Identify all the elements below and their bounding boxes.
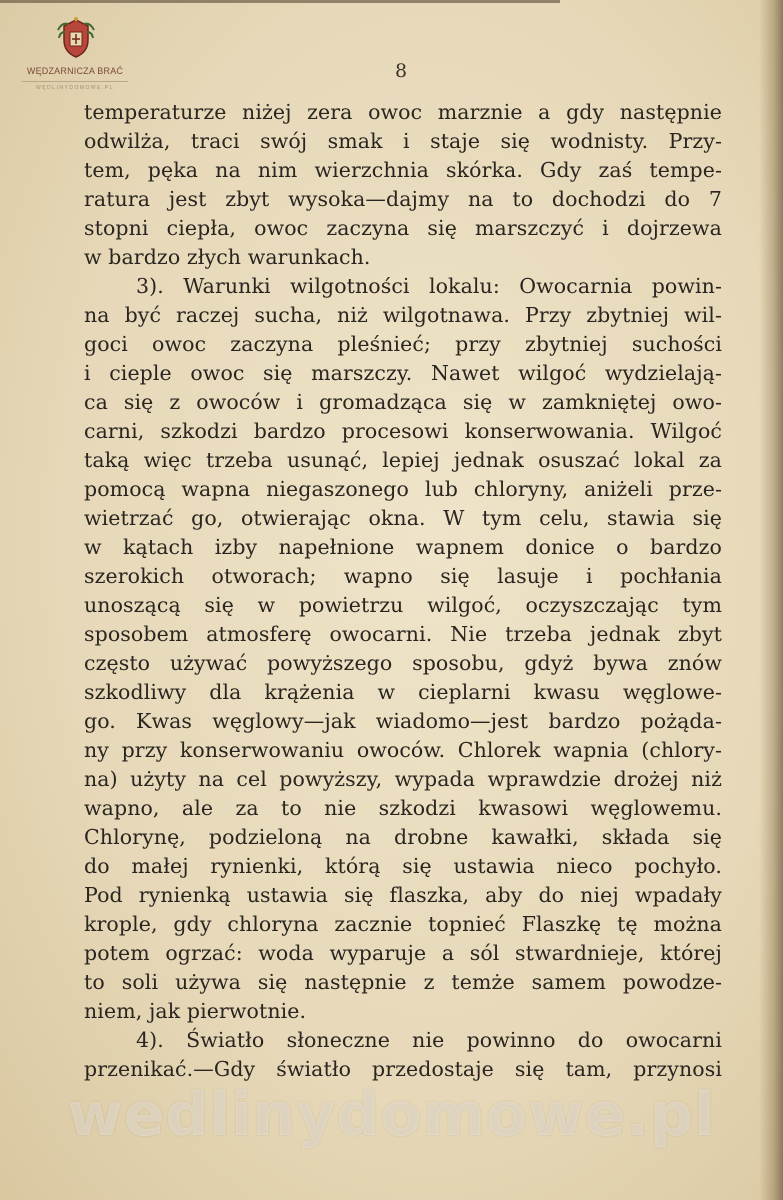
coat-of-arms-icon bbox=[56, 16, 96, 60]
body-text bbox=[84, 98, 722, 1084]
text-line: taką więc trzeba usunąć, lepiej jednak osuszać lokal za bbox=[84, 448, 722, 472]
text-line: niem, jak pierwotnie. bbox=[84, 999, 307, 1023]
text-line: sposobem atmosferę owocarni. Nie trzeba jednak zbyt bbox=[84, 622, 722, 646]
text-line: ny przy konserwowaniu owoców. Chlorek wapnia (chlory- bbox=[84, 738, 722, 762]
text-line: go. Kwas węglowy—jak wiadomo—jest bardzo pożąda- bbox=[84, 709, 722, 733]
text-line: 3). Warunki wilgotności lokalu: Owocarnia powin- bbox=[136, 274, 722, 298]
page-top-edge bbox=[0, 0, 560, 3]
text-line: goci owoc zaczyna pleśnieć; przy zbytniej suchości bbox=[84, 332, 722, 356]
text-line: krople, gdy chloryna zacznie topnieć Flaszkę tę można bbox=[84, 912, 722, 936]
text-line: przenikać.—Gdy światło przedostaje się tam, przynosi bbox=[84, 1057, 722, 1081]
text-line: 4). Światło słoneczne nie powinno do owocarni bbox=[136, 1028, 722, 1052]
logo-subtext: WĘDLINYDOMOWE.PL bbox=[36, 85, 114, 91]
text-line: szkodliwy dla krążenia w cieplarni kwasu węglowe- bbox=[84, 680, 722, 704]
site-watermark: wedlinydomowe.pl bbox=[67, 1080, 716, 1150]
text-line: odwilża, traci swój smak i staje się wodnisty. Przy- bbox=[84, 129, 722, 153]
text-line: Pod rynienką ustawia się flaszka, aby do niej wpadały bbox=[84, 883, 722, 907]
logo-text: WĘDZARNICZA BRAĆ bbox=[26, 66, 124, 76]
text-line: szerokich otworach; wapno się lasuje i pochłania bbox=[84, 564, 722, 588]
text-line: wietrzać go, otwierając okna. W tym celu, stawia się bbox=[84, 506, 722, 530]
text-line: w bardzo złych warunkach. bbox=[84, 245, 371, 269]
site-logo[interactable] bbox=[16, 14, 134, 94]
page-spine-shadow bbox=[759, 0, 783, 1200]
text-line: to soli używa się następnie z temże samem powodze- bbox=[84, 970, 722, 994]
text-line: tem, pęka na nim wierzchnia skórka. Gdy zaś tempe- bbox=[84, 158, 722, 182]
text-line: w kątach izby napełnione wapnem donice o bardzo bbox=[84, 535, 722, 559]
text-line: do małej rynienki, którą się ustawia nieco pochyło. bbox=[84, 854, 722, 878]
text-line: carni, szkodzi bardzo procesowi konserwowania. Wilgoć bbox=[84, 419, 722, 443]
text-line: pomocą wapna niegaszonego lub chloryny, aniżeli prze- bbox=[84, 477, 722, 501]
text-line: potem ogrzać: woda wyparuje a sól stwardnieje, której bbox=[84, 941, 722, 965]
page-number: 8 bbox=[395, 60, 408, 82]
text-line: stopni ciepła, owoc zaczyna się marszczyć i dojrzewa bbox=[84, 216, 722, 240]
logo-divider bbox=[22, 81, 128, 82]
text-line: często używać powyższego sposobu, gdyż bywa znów bbox=[84, 651, 722, 675]
text-line: na być raczej sucha, niż wilgotnawa. Przy zbytniej wil- bbox=[84, 303, 722, 327]
text-line: temperaturze niżej zera owoc marznie a gdy następnie bbox=[84, 100, 722, 124]
text-line: ca się z owoców i gromadząca się w zamkniętej owo- bbox=[84, 390, 722, 414]
text-line: unoszącą się w powietrzu wilgoć, oczyszczając tym bbox=[84, 593, 722, 617]
text-line: i cieple owoc się marszczy. Nawet wilgoć wydzielają- bbox=[84, 361, 722, 385]
text-line: Chlorynę, podzieloną na drobne kawałki, składa się bbox=[84, 825, 722, 849]
text-line: ratura jest zbyt wysoka—dajmy na to dochodzi do 7 bbox=[84, 187, 722, 211]
text-line: wapno, ale za to nie szkodzi kwasowi węglowemu. bbox=[84, 796, 722, 820]
text-line: na) użyty na cel powyższy, wypada wprawdzie drożej niż bbox=[84, 767, 722, 791]
